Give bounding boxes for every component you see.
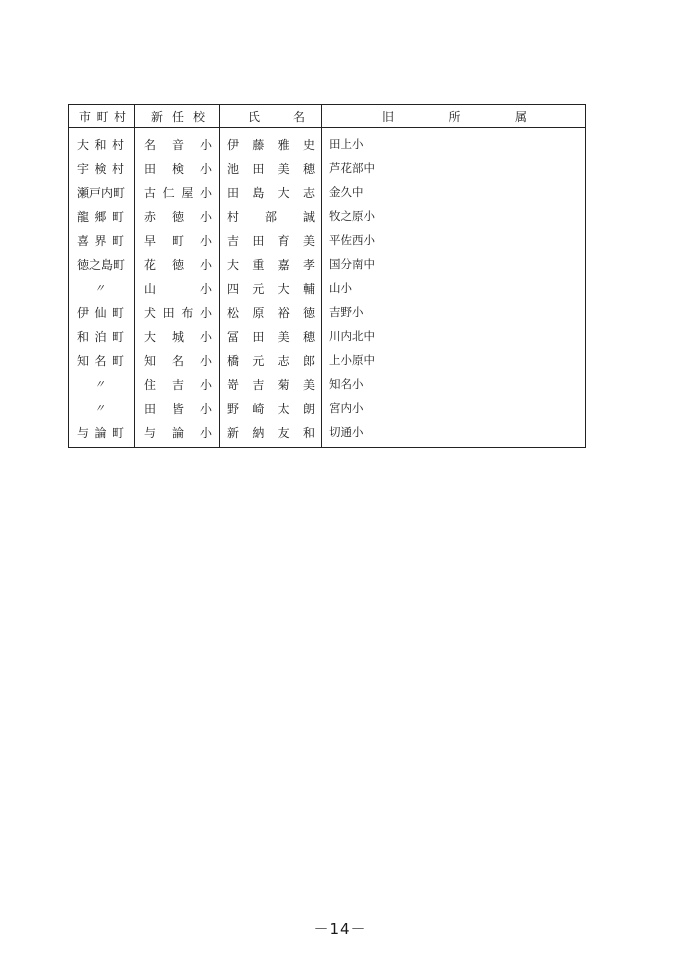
- municipality-cell: 瀬 戸 内 町: [77, 185, 126, 200]
- table-row: [69, 252, 586, 276]
- new-school-cell: 犬 田 布 小: [135, 300, 220, 324]
- header-char: 校: [192, 109, 205, 124]
- header-char: 属: [514, 109, 527, 124]
- municipality-cell: 与 論 町: [77, 425, 124, 440]
- name-cell: 冨 田 美 穂: [220, 324, 322, 348]
- former-affiliation-cell: 牧之原小: [322, 204, 586, 228]
- former-affiliation-cell: 山小: [322, 276, 586, 300]
- former-affiliation-cell: 知名小: [322, 372, 586, 396]
- former-affiliation-cell: 国分南中: [322, 252, 586, 276]
- municipality-cell: 和 泊 町: [77, 329, 124, 344]
- municipality-cell: [69, 372, 135, 396]
- ditto-mark: 〃: [94, 402, 105, 415]
- header-char: 名: [292, 109, 305, 124]
- municipality-cell: 喜 界 町: [77, 233, 124, 248]
- name-cell: 嵜 吉 菊 美: [220, 372, 322, 396]
- header-char: 町: [96, 109, 109, 124]
- table-row: [69, 156, 586, 180]
- former-affiliation-cell: 上小原中: [322, 348, 586, 372]
- header-municipality: [69, 105, 135, 128]
- table-row: [69, 348, 586, 372]
- table-row: [69, 372, 586, 396]
- municipality-cell: 龍 郷 町: [77, 209, 124, 224]
- former-affiliation-cell: 吉野小: [322, 300, 586, 324]
- header-char: 村: [113, 109, 126, 124]
- municipality-cell: [69, 276, 135, 300]
- municipality-cell: 知 名 町: [77, 353, 124, 368]
- new-school-cell: 赤 徳 小: [135, 204, 220, 228]
- name-cell: 田 島 大 志: [220, 180, 322, 204]
- name-cell: 松 原 裕 徳: [220, 300, 322, 324]
- municipality-cell: 宇 検 村: [77, 161, 124, 176]
- name-cell: 吉 田 育 美: [220, 228, 322, 252]
- municipality-cell: 大 和 村: [77, 137, 124, 152]
- municipality-cell: 徳 之 島 町: [77, 257, 126, 272]
- table-row: [69, 396, 586, 420]
- header-char: 氏: [248, 109, 261, 124]
- header-char: 新: [151, 109, 164, 124]
- table-row: [69, 228, 586, 252]
- new-school-cell: 知 名 小: [135, 348, 220, 372]
- header-former-affiliation: [322, 105, 586, 128]
- former-affiliation-cell: 田上小: [322, 128, 586, 157]
- ditto-mark: 〃: [94, 282, 105, 295]
- new-school-cell: 早 町 小: [135, 228, 220, 252]
- page-number: －14－: [313, 920, 367, 938]
- table-row: [69, 324, 586, 348]
- table-row: [69, 420, 586, 448]
- name-cell: 四 元 大 輔: [220, 276, 322, 300]
- staff-assignment-table: [68, 104, 586, 448]
- former-affiliation-cell: 芦花部中: [322, 156, 586, 180]
- former-affiliation-cell: 平佐西小: [322, 228, 586, 252]
- municipality-cell: [69, 396, 135, 420]
- table-row: [69, 180, 586, 204]
- former-affiliation-cell: 金久中: [322, 180, 586, 204]
- header-char: 所: [448, 109, 461, 124]
- header-char: 市: [79, 109, 92, 124]
- new-school-cell: 与 論 小: [135, 420, 220, 448]
- name-cell: 村 部 誠: [220, 204, 322, 228]
- table-row: [69, 204, 586, 228]
- new-school-cell: 大 城 小: [135, 324, 220, 348]
- table-row: [69, 276, 586, 300]
- table-header-row: [69, 105, 586, 128]
- former-affiliation-cell: 宮内小: [322, 396, 586, 420]
- new-school-cell: 名 音 小: [135, 128, 220, 157]
- ditto-mark: 〃: [94, 378, 105, 391]
- former-affiliation-cell: 川内北中: [322, 324, 586, 348]
- name-cell: 池 田 美 穂: [220, 156, 322, 180]
- header-name: [220, 105, 322, 128]
- name-cell: 橋 元 志 郎: [220, 348, 322, 372]
- former-affiliation-cell: 切通小: [322, 420, 586, 448]
- header-char: 旧: [382, 109, 395, 124]
- new-school-cell: 山 小: [135, 276, 220, 300]
- name-cell: 大 重 嘉 孝: [220, 252, 322, 276]
- new-school-cell: 住 吉 小: [135, 372, 220, 396]
- header-char: 任: [171, 109, 184, 124]
- table-row: [69, 300, 586, 324]
- name-cell: 新 納 友 和: [220, 420, 322, 448]
- new-school-cell: 田 皆 小: [135, 396, 220, 420]
- new-school-cell: 古 仁 屋 小: [135, 180, 220, 204]
- name-cell: 伊 藤 雅 史: [220, 128, 322, 157]
- header-new-school: [135, 105, 220, 128]
- name-cell: 野 崎 太 朗: [220, 396, 322, 420]
- municipality-cell: 伊 仙 町: [77, 305, 124, 320]
- new-school-cell: 田 検 小: [135, 156, 220, 180]
- table-row: [69, 128, 586, 157]
- new-school-cell: 花 徳 小: [135, 252, 220, 276]
